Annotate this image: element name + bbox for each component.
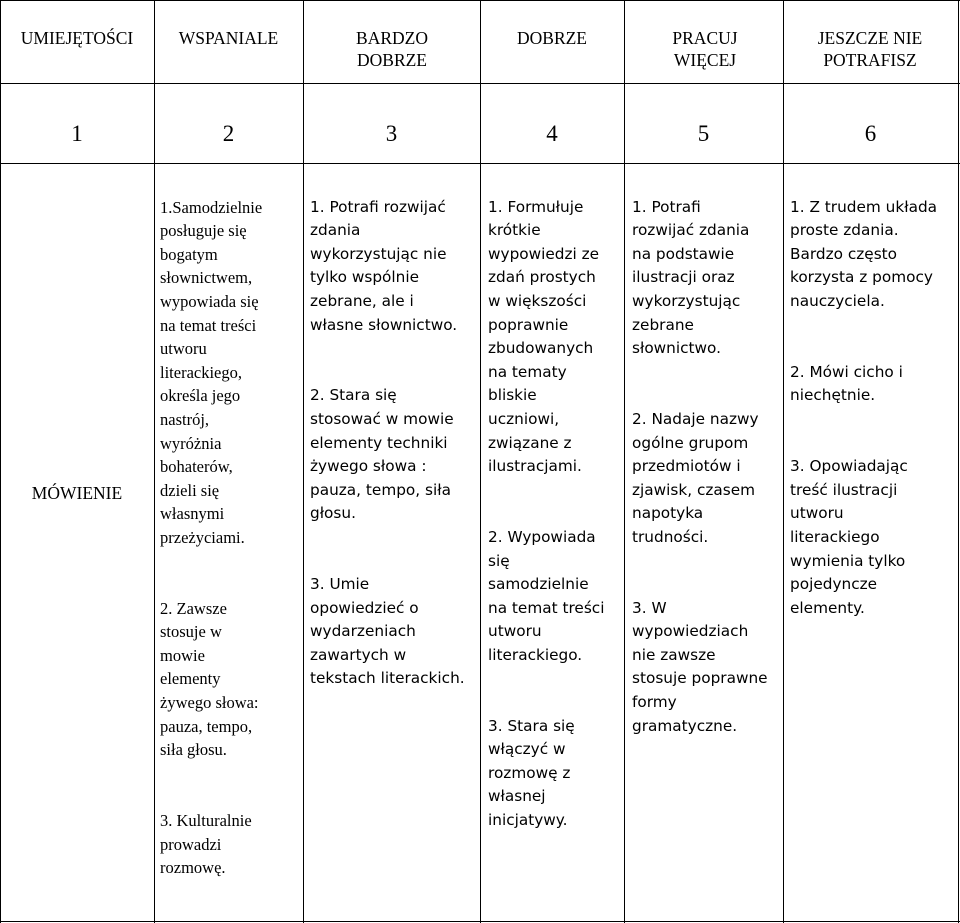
table-border <box>0 921 960 922</box>
row-label-mowienie: MÓWIENIE <box>31 483 123 503</box>
criterion-text: 3. W wypowiedziach nie zawsze stosuje poprawne formy gramatyczne. <box>632 598 768 735</box>
header-jeszcze-nie-potrafisz: JESZCZE NIE POTRAFISZ <box>817 28 923 70</box>
criteria-jeszcze-nie-potrafisz <box>790 172 957 644</box>
criterion-text: 1.Samodzielnie posługuje się bogatym słownictwem, wypowiada się na temat treści utworu literackiego, określa jego nastrój, wyróżnia bohaterów, dzieli się własnymi przeżyciami. <box>160 197 263 547</box>
column-number: 6 <box>864 121 877 146</box>
criterion-text: 3. Opowiadając treść ilustracji utworu literackiego wymienia tylko pojedyncze elementy. <box>790 457 908 617</box>
column-number: 5 <box>697 121 710 146</box>
criterion-text: 2. Nadaje nazwy ogólne grupom przedmiotów i zjawisk, czasem napotyka trudności. <box>632 409 759 546</box>
header-umiejetnosci: UMIEJĘTOŚCI <box>20 28 134 48</box>
column-number: 4 <box>546 121 558 146</box>
criterion-text: 2. Mówi cicho i niechętnie. <box>790 362 903 405</box>
criterion-text: 1. Potrafi rozwijać zdania na podstawie ilustracji oraz wykorzystując zebrane słownictwo. <box>632 197 750 358</box>
criterion-text: 1. Z trudem układa proste zdania. Bardzo często korzysta z pomocy nauczyciela. <box>790 197 938 310</box>
header-pracuj-wiecej: PRACUJ WIĘCEJ <box>672 28 738 70</box>
column-number: 3 <box>385 121 398 146</box>
table-border <box>0 0 960 1</box>
header-bardzo-dobrze: BARDZO DOBRZE <box>356 28 428 70</box>
criterion-text: 3. Umie opowiedzieć o wydarzeniach zawartych w tekstach literackich. <box>310 575 465 688</box>
header-dobrze: DOBRZE <box>517 28 587 48</box>
criteria-dobrze <box>488 172 622 856</box>
header-wspaniale: WSPANIALE <box>178 28 279 48</box>
criterion-text: 1. Formułuje krótkie wypowiedzi ze zdań prostych w większości poprawnie zbudowanych na tematy bliskie uczniowi, związane z ilustracjami. <box>488 197 600 476</box>
criterion-text: 2. Wypowiada się samodzielnie na temat treści utworu literackiego. <box>488 527 605 664</box>
criterion-text: 3. Kulturalnie prowadzi rozmowę. <box>160 811 252 878</box>
table-border <box>958 0 959 923</box>
criteria-pracuj-wiecej <box>632 172 782 762</box>
table-border <box>0 163 960 164</box>
column-number: 1 <box>71 121 83 146</box>
criteria-wspaniale <box>160 172 302 903</box>
criterion-text: 2. Zawsze stosuje w mowie elementy żywego słowa: pauza, tempo, siła głosu. <box>160 598 259 760</box>
column-number: 2 <box>222 121 235 146</box>
criterion-text: 2. Stara się stosować w mowie elementy techniki żywego słowa : pauza, tempo, siła głosu. <box>310 386 454 523</box>
table-border <box>0 83 960 84</box>
criterion-text: 1. Potrafi rozwijać zdania wykorzystując nie tylko wspólnie zebrane, ale i własne słownictwo. <box>310 197 458 334</box>
criterion-text: 3. Stara się włączyć w rozmowę z własnej inicjatywy. <box>488 716 575 830</box>
criteria-bardzo-dobrze <box>310 172 478 715</box>
